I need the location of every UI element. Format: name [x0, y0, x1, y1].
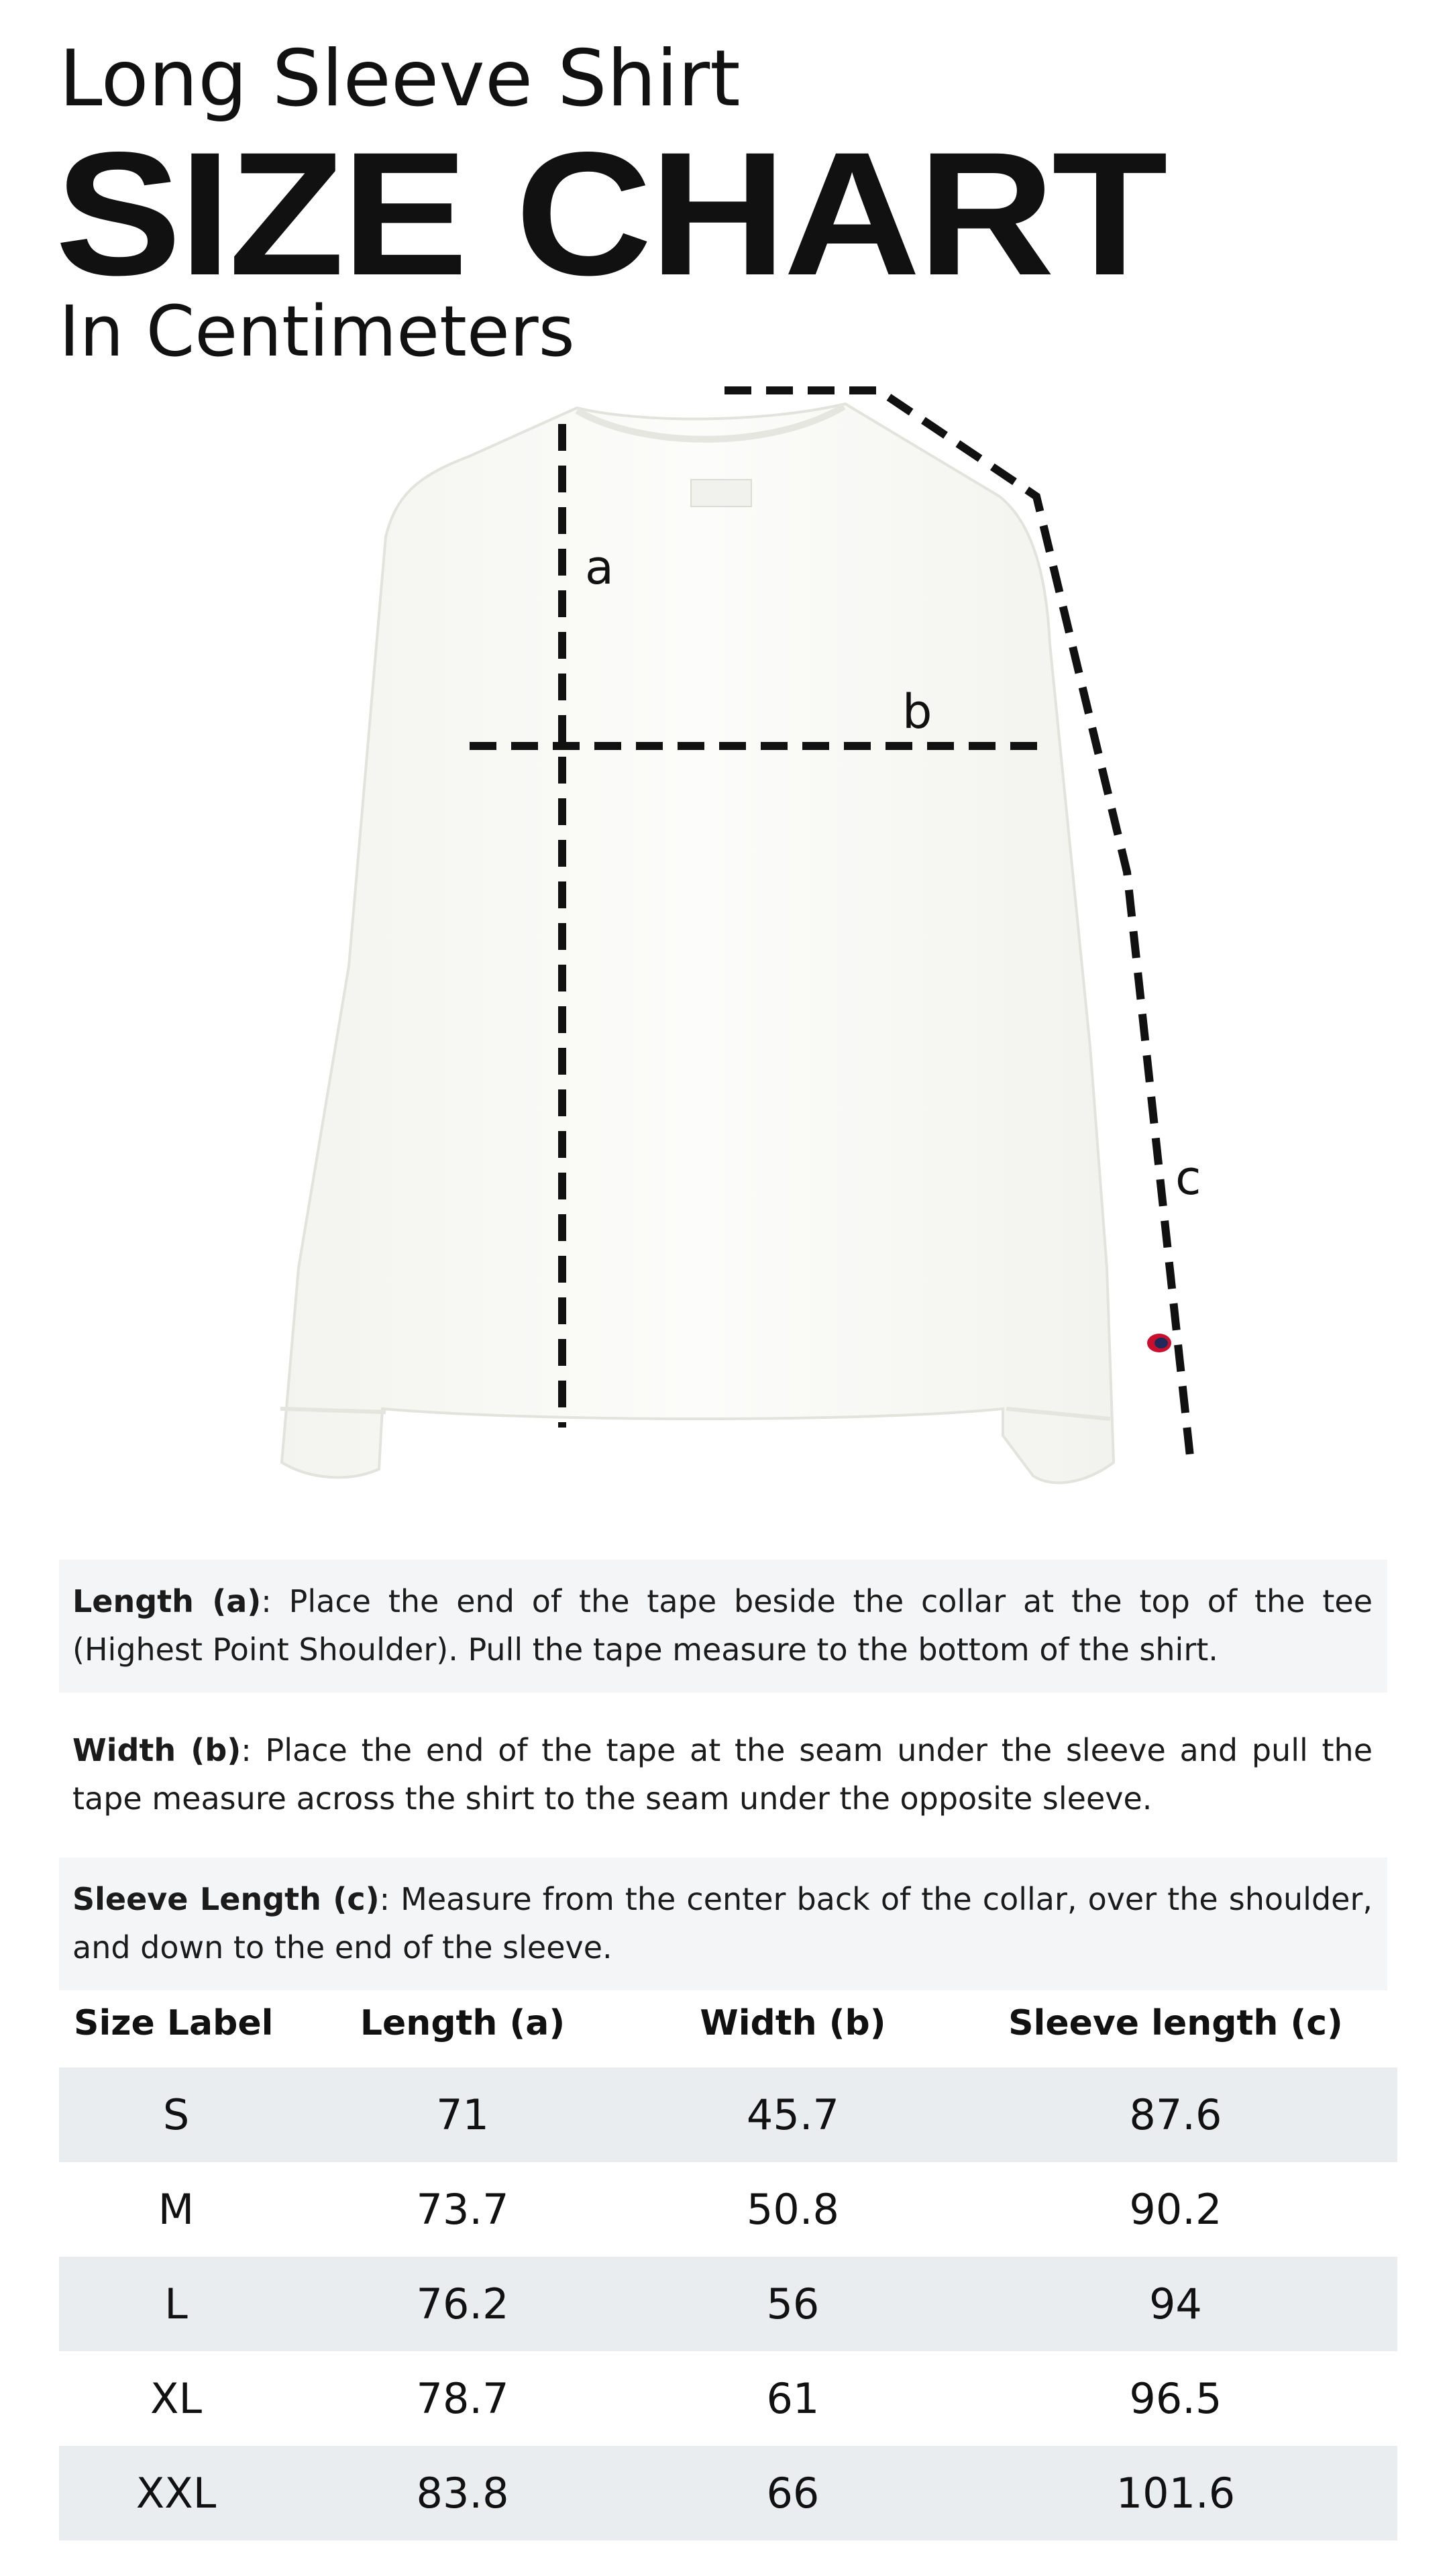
table-cell: 76.2 — [293, 2257, 632, 2351]
shirt-body-icon — [282, 404, 1114, 1483]
table-cell: 61 — [766, 2374, 820, 2423]
note-term: Length (a) — [72, 1583, 262, 1619]
table-cell: 83.8 — [293, 2446, 632, 2540]
table-cell: 73.7 — [416, 2185, 509, 2234]
note-width — [59, 1709, 1387, 1841]
unit-note: In Centimeters — [59, 290, 575, 372]
size-table — [59, 1979, 1397, 2540]
column-header: Length (a) — [360, 2003, 566, 2043]
table-cell: 90.2 — [1129, 2185, 1222, 2234]
measurement-instructions — [59, 1560, 1387, 1990]
column-header: Sleeve length (c) — [1008, 2003, 1343, 2043]
logo-patch-inner-icon — [1155, 1338, 1168, 1348]
page-title: SIZE CHART — [55, 115, 1165, 312]
note-term: Sleeve Length (c) — [72, 1881, 380, 1917]
column-header: Size Label — [74, 2003, 274, 2043]
note-length — [59, 1560, 1387, 1693]
table-cell: 56 — [632, 2257, 954, 2351]
table-header-row — [59, 1979, 1397, 2068]
label-a: a — [585, 540, 614, 595]
table-cell: XXL — [59, 2446, 293, 2540]
note-term: Width (b) — [72, 1732, 241, 1768]
table-row — [59, 2257, 1397, 2351]
table-cell: 87.6 — [954, 2068, 1397, 2162]
table-cell: 94 — [954, 2257, 1397, 2351]
column-header: Width (b) — [700, 2003, 886, 2043]
table-cell: 78.7 — [416, 2374, 509, 2423]
table-cell: S — [59, 2068, 293, 2162]
table-cell: XL — [150, 2374, 203, 2423]
label-c: c — [1175, 1150, 1201, 1205]
table-cell: M — [158, 2185, 195, 2234]
table-row — [59, 2162, 1397, 2257]
table-cell: 45.7 — [632, 2068, 954, 2162]
header — [55, 34, 1165, 372]
neck-tag-icon — [691, 480, 751, 506]
label-b: b — [902, 684, 932, 739]
table-cell: 66 — [632, 2446, 954, 2540]
table-row — [59, 2446, 1397, 2540]
product-name: Long Sleeve Shirt — [59, 34, 741, 124]
note-text: : Measure from the center back of the collar, over the shoulder, and down to the end of the sleeve. — [72, 1881, 1373, 1966]
table-row — [59, 2068, 1397, 2162]
note-sleeve — [59, 1858, 1387, 1990]
table-cell: 71 — [293, 2068, 632, 2162]
table-row — [59, 2351, 1397, 2446]
table-cell: 50.8 — [746, 2185, 839, 2234]
table-cell: 96.5 — [1129, 2374, 1222, 2423]
table-cell: L — [59, 2257, 293, 2351]
note-text: : Place the end of the tape at the seam under the sleeve and pull the tape measure across the shirt to the seam under the opposite sleeve. — [72, 1732, 1373, 1817]
shirt-diagram — [0, 362, 1449, 1516]
table-cell: 101.6 — [954, 2446, 1397, 2540]
shirt-illustration — [0, 362, 1449, 1516]
note-text: : Place the end of the tape beside the collar at the top of the tee (Highest Point Shoulder). Pull the tape measure to the bottom of the shirt. — [72, 1583, 1373, 1668]
